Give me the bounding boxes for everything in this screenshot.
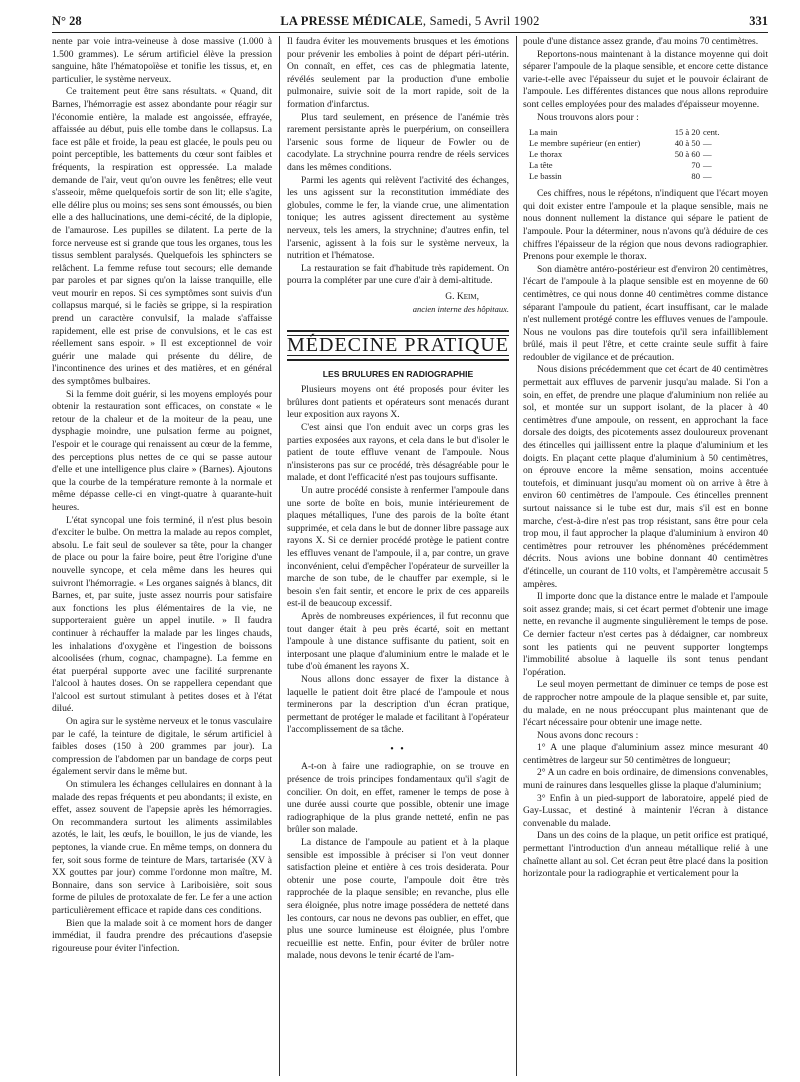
list-item: 3° Enfin à un pied-support de laboratoire, appelé pied de Gay-Lussac, et destiné à maintenir l'écran à distance convenable du malade. xyxy=(523,792,768,829)
paragraph: On stimulera les échanges cellulaires en donnant à la malade des repas fréquents et peu abondants; il existe, en effet, assez souvent de l'apepsie après les hémorragies. On recommandera surtout les aliments assimilables azotés, le lait, les œufs, le bouillon, le jus de viande, les peptones, la viande crue. En même temps, on donnera du fer, soit sous forme de teinture de Mars, tartarisée (XV à XX gouttes par jour) comme l'ordonne mon maître, M. Bonnaire, dans son service à Lariboisière, soit sous forme de pilules de protoxalate de fer. Le fer a une action particulièrement efficace et rapide dans ces conditions. xyxy=(52,779,272,916)
table-cell-value: 40 à 50 xyxy=(674,138,700,149)
table-cell-label: Le thorax xyxy=(529,149,563,160)
table-cell-label: La main xyxy=(529,127,558,138)
section-separator: • • xyxy=(390,743,406,755)
paragraph: Nous allons donc essayer de fixer la distance à laquelle le patient doit être placé de l'ampoule et nous terminerons par la description d'un écran pratique, permettant de protéger le malade et facilitant à l'opérateur l'accomplissement de sa tâche. xyxy=(287,673,509,736)
paragraph: La distance de l'ampoule au patient et à la plaque sensible est impossible à préciser si l'on veut donner satisfaction pleine et entière à ces trois desiderata. Pour obtenir une pose courte, l'ampoule doit être très rapprochée de la plaque sensible; en revanche, plus elle sera éloignée, plus notre image possédera de netteté dans les contours, car nous ne devons pas oublier, en effet, que plus une source lumineuse est éloignée, plus l'ombre recueillie est nette. Enfin, pour éviter de brûler notre malade, nous devons le tenir écarté de l'am- xyxy=(287,837,509,962)
paragraph: Parmi les agents qui relèvent l'activité des échanges, les uns agissent sur la reconstitution immédiate des globules, comme le fer, la viande crue, une alimentation tonique; les autres agissent directement au système nerveux, tels les amers, la strychnine; d'autres enfin, tel l'arsenic, agissent à la fois sur le système nerveux, la nutrition et l'hématose. xyxy=(287,174,509,262)
page-header xyxy=(52,14,768,32)
paragraph: Son diamètre antéro-postérieur est d'environ 20 centimètres, l'écart de l'ampoule à la plaque sensible est en moyenne de 60 centimètres, ce qui nous donne 40 centimètres comme distance séparant l'ampoule du patient, écart insuffisant, car le malade n'est nullement protégé contre les effluves venues de l'ampoule. Nous ne voulons pas dire toutefois qu'il sera infailliblement brûlé, mais il peut l'être, et cette crainte seule suffit à faire redoubler de vigilance et de précaution. xyxy=(523,263,768,363)
journal-name: LA PRESSE MÉDICALE xyxy=(280,14,423,28)
paragraph: L'état syncopal une fois terminé, il n'est plus besoin d'exciter le bulbe. On mettra la malade au repos complet, absolu. Le fait seul de soulever sa tête, pour la changer de place ou pour la faire boire, peut être l'origine d'une nouvelle syncope, et cela même dans les heures qui suivront l'hémorragie. « Les organes saignés à blancs, dit Barnes, et, par suite, juste assez nourris pour satisfaire aux fonctions les plus élémentaires de la vie, ne supporteraient guère un appel inutile. » Il faudra continuer à réchauffer la malade par les linges chauds, les inhalations d'oxygène et l'ingestion de boissons alcoolisées (rhum, cognac, champagne). La femme en état puerpéral supporte avec une facilité surprenante l'alcool à hautes doses. On se rappellera cependant que l'alcool est surtout stimulant à petites doses et à l'état dilué. xyxy=(52,514,272,715)
issue-number: N° 28 xyxy=(52,14,82,28)
paragraph: Reportons-nous maintenant à la distance moyenne qui doit séparer l'ampoule de la plaque sensible, et encore cette distance varie-t-elle avec l'épaisseur du sujet et le pouvoir éclairant de l'ampoule. Les différentes distances que nous allons reproduire sont celles employées pour des malades d'épaisseur moyenne. xyxy=(523,48,768,110)
table-row xyxy=(529,160,736,171)
paragraph: Plus tard seulement, en présence de l'anémie très rarement persistante après le puerpérium, on conseillera l'arsenic sous forme de liqueur de Fowler ou de cacodylate. La strychnine pourra rendre de réels services dans les mêmes conditions. xyxy=(287,111,509,173)
column-divider xyxy=(279,36,280,1076)
article-title: LES BRULURES EN RADIOGRAPHIE xyxy=(322,368,474,379)
paragraph: poule d'une distance assez grande, d'au moins 70 centimètres. xyxy=(523,36,759,47)
author-name: G. Keim, xyxy=(445,290,479,302)
paragraph: Si la femme doit guérir, si les moyens employés pour obtenir la restauration sont efficaces, on constate « le retour de la chaleur et de la moiteur de la peau, une dysphagie moindre, une pulsation ferme au poignet, l'espoir et le courage qui renaissent au cœur de la femme, des perceptions plus nettes de ce qui se passe autour d'elle et une intelligence plus claire » (Barnes). Ajoutons que la courbe de la température remonte à la normale et même dépasse celle-ci en vingt-quatre à quarante-huit heures. xyxy=(52,388,272,513)
section-header xyxy=(287,330,509,361)
table-cell-unit: cent. xyxy=(703,127,720,138)
table-cell-value: 50 à 60 xyxy=(674,149,700,160)
paragraph: On agira sur le système nerveux et le tonus vasculaire par le café, la teinture de digitale, le sérum artificiel à faibles doses (150 à 200 grammes par jour). La compression de l'abdomen par un bandage de corps peut également servir dans le même but. xyxy=(52,716,272,778)
table-cell-label: La tête xyxy=(529,160,553,171)
list-item: 2° A un cadre en bois ordinaire, de dimensions convenables, muni de rainures dans lesquelles glisse la plaque d'aluminium; xyxy=(523,767,768,792)
table-row xyxy=(529,138,736,149)
table-cell-unit: — xyxy=(703,171,712,182)
table-cell-label: Le membre supérieur (en entier) xyxy=(529,138,641,149)
paragraph: Nous avons donc recours : xyxy=(537,729,639,741)
author-role: ancien interne des hôpitaux. xyxy=(412,304,509,315)
paragraph: La restauration se fait d'habitude très rapidement. On pourra la compléter par une cure d'air à demi-altitude. xyxy=(287,262,509,287)
table-cell-value: 70 xyxy=(691,160,700,171)
distance-table xyxy=(529,127,736,182)
paragraph: Il importe donc que la distance entre le malade et l'ampoule soit assez grande; mais, si cet écart permet d'obtenir une image nette, en revanche il augmente singulièrement le temps de pose. Ce dernier facteur n'est certes pas à dédaigner, car nombreux sont les patients qui ne peuvent supporter longtemps l'immobilité absolue à laquelle ils sont tenus pendant l'opération. xyxy=(523,591,768,678)
header-rule xyxy=(52,32,768,33)
column-divider xyxy=(516,36,517,1076)
table-cell-unit: — xyxy=(703,138,712,149)
table-row xyxy=(529,171,736,182)
paragraph: C'est ainsi que l'on enduit avec un corps gras les parties exposées aux rayons, et cela dans le but d'isoler le patient de toute effluve venant de l'ampoule. Nous n'insisterons pas sur ce procédé, très désagréable pour le malade, et dont l'efficacité n'est pas toujours suffisante. xyxy=(287,422,509,484)
paragraph: A-t-on à faire une radiographie, on se trouve en présence de trois principes fondamentaux qu'il s'agit de concilier. On doit, en effet, ramener le temps de pose à une durée aussi courte que possible, obtenir une image radiographique de la plus grande netteté, enfin ne pas brûler son malade. xyxy=(287,761,509,836)
table-row xyxy=(529,149,736,160)
paragraph: Après de nombreuses expériences, il fut reconnu que tout danger était à peu près écarté, soit en mettant l'ampoule à une distance suffisante du patient, soit en interposant une plaque d'aluminium entre le malade et le tube d'où émanent les rayons X. xyxy=(287,610,509,673)
paragraph: Ces chiffres, nous le répétons, n'indiquent que l'écart moyen qui doit exister entre l'ampoule et la plaque sensible, mais ne nous donnent nullement la distance qui sépare le patient de l'ampoule. Pour la déterminer, nous n'avons qu'à déduire de ces chiffres l'épaisseur de la région que nous devons radiographier. Prenons pour exemple le thorax. xyxy=(523,188,768,263)
paragraph: Le seul moyen permettant de diminuer ce temps de pose est de rapprocher notre ampoule de la plaque sensible et, par suite, du malade, en ne nous préoccupant plus maintenant que de l'écart nécessaire pour obtenir une image nette. xyxy=(523,679,768,729)
paragraph: Un autre procédé consiste à renfermer l'ampoule dans une sorte de boîte en bois, munie intérieurement de plaques métalliques, l'une des parois de la boîte étant supprimée, et cela dans le but de donner libre passage aux rayons X. Si ce dernier procédé protège le patient contre les effluves venant de l'ampoule, il a, par contre, un grave inconvénient, celui d'empêcher l'opérateur de surveiller la marche de son tube, de le chauffer par exemple, si le besoin s'en fait sentir, et encore le prix de ces appareils est-il de beaucoup excessif. xyxy=(287,485,509,610)
journal-title xyxy=(52,14,768,29)
table-cell-unit: — xyxy=(703,160,712,171)
table-cell-label: Le bassin xyxy=(529,171,562,182)
section-title: MÉDECINE PRATIQUE xyxy=(287,334,509,357)
list-item: 1° A une plaque d'aluminium assez mince mesurant 40 centimètres de largeur sur 50 centimètres de longueur; xyxy=(523,742,768,766)
paragraph: Nous trouvons alors pour : xyxy=(537,111,639,123)
table-cell-value: 15 à 20 xyxy=(674,127,700,138)
column-2 xyxy=(287,36,509,1076)
paragraph: Ce traitement peut être sans résultats. « Quand, dit Barnes, l'hémorragie est assez abondante pour réagir sur l'économie entière, la malade est angoissée, effrayée, affaissée au début, puis elle tombe dans le collapsus. La face est pâle et froide, la peau est glacée, le pouls peu ou point perceptible, les battements du cœur sont faibles et fréquents, la respiration est oppressée. La malade demande de l'air, veut qu'on ouvre les fenêtres; elle veut s'asseoir, même quelquefois sortir de son lit; elle s'agite, elle délire plus ou moins; ses sens sont émoussés, ou bien elle a des hallucinations, une demi-cécité, de la diplopie, de l'amaurose. Les pupilles se dilatent. La perte de la force nerveuse est si grande que tous les organes, tous les tissus semblent paralysés. Quelquefois les sphincters se relâchent. La femme refuse tout secours; elle demande par paroles et par signes qu'on la laisse tranquille, elle veut mourir en repos. Si ces symptômes sont suivis d'un collapsus marqué, si le faciès se grippe, si la respiration prend un caractère convulsif, la malade s'affaisse rapidement, elle est prise de convulsions, et le cas est réellement sans espoir. » Il est exceptionnel de voir guérir une malade qui présente du délire, de l'incontinence des urines et des matières, et en général des symptômes bulbaires. xyxy=(52,86,272,388)
table-row xyxy=(529,127,736,138)
paragraph: Plusieurs moyens ont été proposés pour éviter les brûlures dont patients et opérateurs sont menacés durant leur exposition aux rayons X. xyxy=(287,384,509,421)
issue-date: , Samedi, 5 Avril 1902 xyxy=(422,14,540,28)
column-1 xyxy=(52,36,272,1076)
paragraph: nente par voie intra-veineuse à dose massive (1.000 à 1.500 grammes). Le sérum artificiel élève la pression sanguine, hâte l'hématopoïèse et tonifie les tissus, et, en particulier, le système nerveux. xyxy=(52,36,272,85)
column-3 xyxy=(523,36,768,1076)
table-cell-value: 80 xyxy=(691,171,700,182)
author-signature xyxy=(287,291,509,316)
page-number: 331 xyxy=(749,14,768,28)
paragraph: Bien que la malade soit à ce moment hors de danger immédiat, il faudra prendre des précautions d'asepsie rigoureuse pour éviter l'infection. xyxy=(52,917,272,954)
paragraph: Dans un des coins de la plaque, un petit orifice est pratiqué, permettant l'introduction d'un anneau métallique relié à une chaînette allant au sol. Cet écran peut être placé dans la position horizontale pour la radiographie et verticalement pour la xyxy=(523,830,768,880)
table-cell-unit: — xyxy=(703,149,712,160)
paragraph: Il faudra éviter les mouvements brusques et les émotions pour prévenir les embolies à point de départ péri-utérin. On connaît, en effet, ces cas de phlegmatia latente, révélés seulement par la production d'une embolie pulmonaire, suivie soit de la mort rapide, soit de la formation d'infarctus. xyxy=(287,36,509,110)
paragraph: Nous disions précédemment que cet écart de 40 centimètres permettait aux effluves de parvenir jusqu'au malade. Si l'on a soin, en effet, de prendre une plaque d'aluminium non reliée au sol, et montée sur un support isolant, de la placer à 40 centimètres d'une ampoule, on ressent, en approchant la face dorsale des doigts, des picotements assez douloureux provenant des étincelles qui jaillissent entre la plaque d'aluminium et les doigts. En plaçant cette plaque d'aluminium à 50 centimètres, on éprouve encore la même sensation, moins accentuée toutefois, et diminuant jusqu'au moment où on arrive à être à environ 60 centimètres de l'ampoule. Ces étincelles prennent surtout naissance si le tube est dur, mais s'il est en bonne marche, c'est-à-dire n'est pas trop résistant, sans être pour cela trop mou, il faut approcher la plaque d'aluminium à environ 40 centimètres pour retrouver les phénomènes précédemment décrits. Nous avions une bobine donnant 40 centimètres d'étincelle, un courant de 110 volts, et l'ampèremètre accusait 5 ampères. xyxy=(523,364,768,590)
